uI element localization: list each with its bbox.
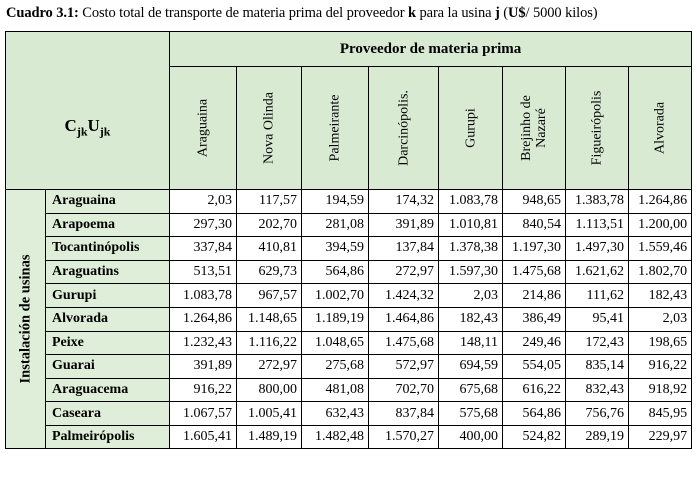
table-cell: 1.048,65 xyxy=(302,331,369,355)
table-cell: 386,49 xyxy=(503,307,566,331)
column-header xyxy=(629,67,692,190)
table-cell: 575,68 xyxy=(439,402,503,426)
table-cell: 1.232,43 xyxy=(170,331,237,355)
table-cell: 481,08 xyxy=(302,378,369,402)
table-row xyxy=(6,284,692,308)
column-header xyxy=(302,67,369,190)
row-name: Alvorada xyxy=(46,307,170,331)
table-cell: 95,41 xyxy=(566,307,629,331)
table-cell: 391,89 xyxy=(369,213,439,237)
table-cell: 275,68 xyxy=(302,355,369,379)
table-cell: 756,76 xyxy=(566,402,629,426)
cost-table-wrapper xyxy=(5,31,692,449)
table-cell: 1.482,48 xyxy=(302,425,369,448)
table-cell: 1.264,86 xyxy=(629,190,692,214)
table-cell: 400,00 xyxy=(439,425,503,448)
table-cell: 394,59 xyxy=(302,237,369,261)
table-cell: 229,97 xyxy=(629,425,692,448)
table-cell: 1.200,00 xyxy=(629,213,692,237)
table-cell: 182,43 xyxy=(629,284,692,308)
table-row xyxy=(6,355,692,379)
table-cell: 1.464,86 xyxy=(369,307,439,331)
table-cell: 2,03 xyxy=(439,284,503,308)
column-header-label: Figueirópolis xyxy=(589,90,605,166)
table-cell: 172,43 xyxy=(566,331,629,355)
table-cell: 1.621,62 xyxy=(566,260,629,284)
column-header xyxy=(369,67,439,190)
table-cell: 272,97 xyxy=(369,260,439,284)
table-cell: 2,03 xyxy=(629,307,692,331)
table-cell: 1.475,68 xyxy=(503,260,566,284)
table-cell: 1.475,68 xyxy=(369,331,439,355)
table-cell: 1.378,38 xyxy=(439,237,503,261)
column-header xyxy=(237,67,302,190)
table-cell: 289,19 xyxy=(566,425,629,448)
table-cell: 1.189,19 xyxy=(302,307,369,331)
row-name: Arapoema xyxy=(46,213,170,237)
table-cell: 800,00 xyxy=(237,378,302,402)
column-header-label: Gurupi xyxy=(463,108,478,148)
table-row xyxy=(6,260,692,284)
table-cell: 694,59 xyxy=(439,355,503,379)
table-cell: 572,97 xyxy=(369,355,439,379)
table-cell: 916,22 xyxy=(629,355,692,379)
table-cell: 410,81 xyxy=(237,237,302,261)
table-cell: 554,05 xyxy=(503,355,566,379)
column-header-label: Palmeirante xyxy=(327,94,343,162)
table-cell: 1.083,78 xyxy=(170,284,237,308)
table-cell: 1.424,32 xyxy=(369,284,439,308)
table-cell: 1.005,41 xyxy=(237,402,302,426)
table-cell: 632,43 xyxy=(302,402,369,426)
provider-title: Proveedor de materia prima xyxy=(170,32,692,67)
column-header-label: Brejinho de Nazaré xyxy=(519,95,549,161)
table-cell: 616,22 xyxy=(503,378,566,402)
column-header-label: Araguaina xyxy=(195,98,211,158)
table-cell: 1.264,86 xyxy=(170,307,237,331)
column-header-label: Alvorada xyxy=(652,101,668,155)
table-cell: 198,65 xyxy=(629,331,692,355)
table-cell: 249,46 xyxy=(503,331,566,355)
column-header xyxy=(439,67,503,190)
table-caption xyxy=(6,5,598,22)
table-cell: 967,57 xyxy=(237,284,302,308)
cjk-sub: jk xyxy=(76,124,88,139)
column-header xyxy=(170,67,237,190)
table-cell: 391,89 xyxy=(170,355,237,379)
table-cell: 337,84 xyxy=(170,237,237,261)
table-cell: 214,86 xyxy=(503,284,566,308)
table-cell: 948,65 xyxy=(503,190,566,214)
table-cell: 1.597,30 xyxy=(439,260,503,284)
table-row xyxy=(6,190,692,214)
corner-top xyxy=(6,32,170,67)
cjk-ujk-label xyxy=(6,67,170,190)
table-cell: 918,92 xyxy=(629,378,692,402)
table-cell: 1.116,22 xyxy=(237,331,302,355)
cost-table xyxy=(5,31,692,449)
table-cell: 840,54 xyxy=(503,213,566,237)
caption-unit-rest: / 5000 kilos) xyxy=(525,5,598,21)
row-name: Tocantinópolis xyxy=(46,237,170,261)
table-row xyxy=(6,331,692,355)
table-cell: 629,73 xyxy=(237,260,302,284)
table-cell: 1.067,57 xyxy=(170,402,237,426)
table-cell: 832,43 xyxy=(566,378,629,402)
table-row xyxy=(6,425,692,448)
table-cell: 1.383,78 xyxy=(566,190,629,214)
table-cell: 1.489,19 xyxy=(237,425,302,448)
caption-text-c: ( xyxy=(499,5,508,21)
column-header xyxy=(503,67,566,190)
row-name: Araguatins xyxy=(46,260,170,284)
table-cell: 1.148,65 xyxy=(237,307,302,331)
table-row xyxy=(6,213,692,237)
ujk-u: U xyxy=(87,116,100,136)
table-row xyxy=(6,307,692,331)
table-cell: 202,70 xyxy=(237,213,302,237)
row-name: Caseara xyxy=(46,402,170,426)
table-cell: 835,14 xyxy=(566,355,629,379)
table-cell: 916,22 xyxy=(170,378,237,402)
table-cell: 194,59 xyxy=(302,190,369,214)
table-cell: 182,43 xyxy=(439,307,503,331)
table-cell: 1.802,70 xyxy=(629,260,692,284)
ujk-sub: jk xyxy=(99,124,111,139)
table-cell: 845,95 xyxy=(629,402,692,426)
table-cell: 702,70 xyxy=(369,378,439,402)
caption-label: Cuadro 3.1: xyxy=(6,5,79,21)
table-cell: 564,86 xyxy=(503,402,566,426)
table-cell: 111,62 xyxy=(566,284,629,308)
table-cell: 1.010,81 xyxy=(439,213,503,237)
column-header-label: Nova Olinda xyxy=(261,92,277,164)
caption-text-a: Costo total de transporte de materia prima del proveedor xyxy=(78,5,408,21)
table-row xyxy=(6,378,692,402)
caption-j: j xyxy=(494,5,500,21)
cjk-c: C xyxy=(64,116,77,136)
row-name: Gurupi xyxy=(46,284,170,308)
table-cell: 1.497,30 xyxy=(566,237,629,261)
caption-unit-bold: U$ xyxy=(507,5,526,21)
table-cell: 1.559,46 xyxy=(629,237,692,261)
table-cell: 1.570,27 xyxy=(369,425,439,448)
row-name: Araguaina xyxy=(46,190,170,214)
table-cell: 1.605,41 xyxy=(170,425,237,448)
row-name: Araguacema xyxy=(46,378,170,402)
side-label-cell xyxy=(6,190,46,449)
column-header-label: Darcinópolis. xyxy=(396,90,411,166)
row-name: Peixe xyxy=(46,331,170,355)
table-cell: 1.083,78 xyxy=(439,190,503,214)
table-cell: 117,57 xyxy=(237,190,302,214)
table-cell: 513,51 xyxy=(170,260,237,284)
table-cell: 1.113,51 xyxy=(566,213,629,237)
table-cell: 1.002,70 xyxy=(302,284,369,308)
row-name: Guarai xyxy=(46,355,170,379)
table-cell: 297,30 xyxy=(170,213,237,237)
table-cell: 174,32 xyxy=(369,190,439,214)
row-name: Palmeirópolis xyxy=(46,425,170,448)
table-cell: 1.197,30 xyxy=(503,237,566,261)
table-cell: 837,84 xyxy=(369,402,439,426)
table-cell: 137,84 xyxy=(369,237,439,261)
table-cell: 281,08 xyxy=(302,213,369,237)
caption-k: k xyxy=(407,5,416,21)
side-label: Instalación de usinas xyxy=(17,254,33,384)
caption-text-b: para la usina xyxy=(415,5,495,21)
table-cell: 675,68 xyxy=(439,378,503,402)
column-header xyxy=(566,67,629,190)
table-cell: 524,82 xyxy=(503,425,566,448)
table-row xyxy=(6,237,692,261)
table-cell: 148,11 xyxy=(439,331,503,355)
table-cell: 272,97 xyxy=(237,355,302,379)
table-cell: 2,03 xyxy=(170,190,237,214)
table-cell: 564,86 xyxy=(302,260,369,284)
table-row xyxy=(6,402,692,426)
